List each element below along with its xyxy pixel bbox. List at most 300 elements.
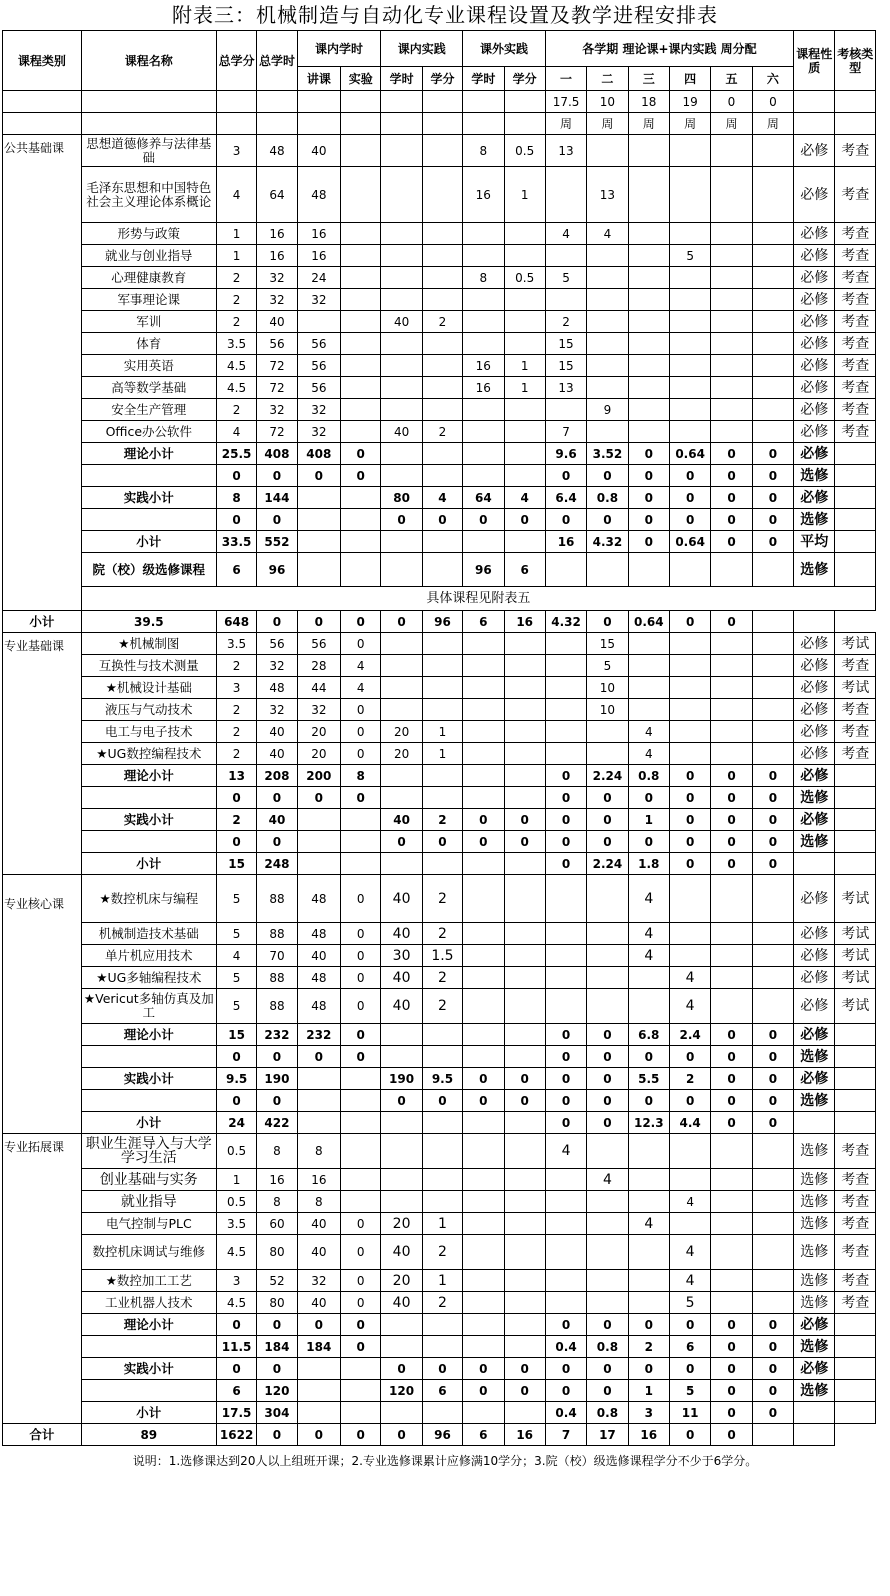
assessment-type: 考查 bbox=[835, 699, 876, 721]
course-nature: 选修 bbox=[794, 1134, 835, 1169]
practice-credits bbox=[422, 655, 462, 677]
practice-credits: 6 bbox=[422, 1380, 462, 1402]
sem-1: 0 bbox=[545, 809, 586, 831]
course-nature: 必修 bbox=[794, 809, 835, 831]
lab-hours: 0 bbox=[341, 465, 381, 487]
sem-5 bbox=[711, 967, 752, 989]
lab-hours: 0 bbox=[341, 967, 381, 989]
lecture-hours: 16 bbox=[297, 1169, 340, 1191]
header-practice-credits: 学分 bbox=[422, 67, 462, 91]
extra-credits: 4 bbox=[504, 487, 545, 509]
sem-2 bbox=[587, 1134, 628, 1169]
sem-3 bbox=[628, 355, 669, 377]
sem-4: 0 bbox=[669, 1314, 710, 1336]
header-extra-hours: 学时 bbox=[463, 67, 504, 91]
sem-2 bbox=[587, 1270, 628, 1292]
sem-2: 4 bbox=[587, 1169, 628, 1191]
sem-3: 2 bbox=[628, 1336, 669, 1358]
lecture-hours: 0 bbox=[297, 465, 340, 487]
lecture-hours bbox=[297, 1402, 340, 1424]
sem-2: 7 bbox=[545, 1424, 586, 1446]
sem-3 bbox=[628, 377, 669, 399]
extra-hours bbox=[463, 1402, 504, 1424]
course-name: 体育 bbox=[81, 333, 216, 355]
extra-credits bbox=[504, 967, 545, 989]
course-nature: 必修 bbox=[794, 377, 835, 399]
course-name bbox=[81, 509, 216, 531]
practice-hours: 20 bbox=[381, 721, 422, 743]
sem-6 bbox=[752, 245, 793, 267]
course-name: 就业指导 bbox=[81, 1191, 216, 1213]
extra-hours: 96 bbox=[422, 1424, 462, 1446]
sem-5 bbox=[711, 1235, 752, 1270]
total-hours: 32 bbox=[257, 699, 297, 721]
course-nature: 选修 bbox=[794, 1270, 835, 1292]
practice-hours bbox=[381, 853, 422, 875]
course-nature: 必修 bbox=[794, 311, 835, 333]
sem-3: 4 bbox=[628, 945, 669, 967]
practice-credits: 0 bbox=[422, 1358, 462, 1380]
sem-6: 0 bbox=[752, 831, 793, 853]
lab-hours bbox=[341, 553, 381, 587]
assessment-type bbox=[835, 465, 876, 487]
total-credits: 5 bbox=[216, 875, 256, 923]
table-row bbox=[3, 831, 876, 853]
total-hours: 88 bbox=[257, 967, 297, 989]
total-credits: 24 bbox=[216, 1112, 256, 1134]
practice-hours bbox=[381, 223, 422, 245]
sem-3: 0 bbox=[628, 1358, 669, 1380]
extra-credits bbox=[504, 945, 545, 967]
sem-6 bbox=[752, 167, 793, 223]
sem-2: 0 bbox=[587, 809, 628, 831]
table-row bbox=[3, 1191, 876, 1213]
practice-credits bbox=[422, 167, 462, 223]
course-nature: 必修 bbox=[794, 875, 835, 923]
sem-1 bbox=[545, 1292, 586, 1314]
total-credits: 0.5 bbox=[216, 1134, 256, 1169]
sem-2 bbox=[587, 311, 628, 333]
total-credits: 2 bbox=[216, 267, 256, 289]
sem-2: 0 bbox=[587, 465, 628, 487]
extra-credits bbox=[504, 333, 545, 355]
lecture-hours: 0 bbox=[257, 1424, 297, 1446]
sem-4: 0 bbox=[669, 831, 710, 853]
sem-4 bbox=[669, 677, 710, 699]
total-credits: 15 bbox=[216, 1024, 256, 1046]
course-category: 公共基础课 bbox=[3, 135, 82, 611]
course-nature: 选修 bbox=[794, 1169, 835, 1191]
sem-6 bbox=[752, 1191, 793, 1213]
course-name: 理论小计 bbox=[81, 765, 216, 787]
total-hours: 72 bbox=[257, 421, 297, 443]
sem-6 bbox=[752, 377, 793, 399]
practice-hours: 0 bbox=[341, 1424, 381, 1446]
assessment-type bbox=[835, 765, 876, 787]
lab-hours: 0 bbox=[341, 1024, 381, 1046]
extra-hours bbox=[463, 945, 504, 967]
total-hours: 32 bbox=[257, 399, 297, 421]
extra-credits bbox=[504, 1402, 545, 1424]
sem-2 bbox=[587, 989, 628, 1024]
week-unit: 周 bbox=[545, 113, 586, 135]
extra-credits bbox=[504, 787, 545, 809]
lecture-hours bbox=[297, 311, 340, 333]
total-hours: 232 bbox=[257, 1024, 297, 1046]
sem-4: 0.64 bbox=[669, 443, 710, 465]
extra-hours bbox=[463, 1191, 504, 1213]
course-name: 小计 bbox=[81, 853, 216, 875]
sem-4: 5 bbox=[669, 1292, 710, 1314]
sem-1 bbox=[545, 633, 586, 655]
assessment-type: 考试 bbox=[835, 945, 876, 967]
practice-credits bbox=[422, 245, 462, 267]
lecture-hours: 48 bbox=[297, 967, 340, 989]
total-credits: 25.5 bbox=[216, 443, 256, 465]
course-name: 小计 bbox=[3, 611, 82, 633]
footnote: 说明：1.选修课达到20人以上组班开课；2.专业选修课累计应修满10学分；3.院（校）级选修课程学分不少于6学分。 bbox=[132, 1454, 758, 1468]
lab-hours bbox=[341, 1112, 381, 1134]
sem-6: 0 bbox=[752, 809, 793, 831]
sem-2 bbox=[587, 967, 628, 989]
total-credits: 5 bbox=[216, 923, 256, 945]
table-row bbox=[3, 245, 876, 267]
total-hours: 88 bbox=[257, 989, 297, 1024]
total-hours: 0 bbox=[257, 1046, 297, 1068]
assessment-type: 考查 bbox=[835, 743, 876, 765]
course-name: 机械制造技术基础 bbox=[81, 923, 216, 945]
practice-hours bbox=[381, 699, 422, 721]
lecture-hours: 44 bbox=[297, 677, 340, 699]
sem-2: 13 bbox=[587, 167, 628, 223]
sem-6 bbox=[752, 1169, 793, 1191]
sem-1 bbox=[545, 399, 586, 421]
practice-hours bbox=[381, 289, 422, 311]
total-hours: 60 bbox=[257, 1213, 297, 1235]
table-row bbox=[3, 677, 876, 699]
practice-credits: 0 bbox=[422, 1090, 462, 1112]
sem-1: 0 bbox=[545, 1024, 586, 1046]
extra-credits bbox=[504, 1046, 545, 1068]
sem-1 bbox=[545, 743, 586, 765]
sem-1: 16 bbox=[504, 1424, 545, 1446]
extra-hours bbox=[463, 289, 504, 311]
sem-4: 4 bbox=[669, 967, 710, 989]
sem-2: 0 bbox=[587, 831, 628, 853]
sem-6 bbox=[752, 1270, 793, 1292]
table-row bbox=[3, 1112, 876, 1134]
sem-4: 4 bbox=[669, 989, 710, 1024]
sem-4: 0 bbox=[669, 1090, 710, 1112]
total-hours: 72 bbox=[257, 355, 297, 377]
practice-hours bbox=[381, 1112, 422, 1134]
total-credits: 3 bbox=[216, 135, 256, 167]
practice-hours: 40 bbox=[381, 809, 422, 831]
total-hours: 88 bbox=[257, 923, 297, 945]
sem-4 bbox=[669, 721, 710, 743]
practice-credits: 0 bbox=[381, 611, 422, 633]
assessment-type bbox=[835, 443, 876, 465]
assessment-type: 考试 bbox=[835, 677, 876, 699]
course-nature bbox=[752, 611, 793, 633]
sem-3: 0 bbox=[628, 831, 669, 853]
extra-credits bbox=[504, 1213, 545, 1235]
sem-5: 0 bbox=[711, 509, 752, 531]
sem-2: 0.8 bbox=[587, 1336, 628, 1358]
sem-1: 0 bbox=[545, 509, 586, 531]
sem-6 bbox=[752, 923, 793, 945]
assessment-type: 考查 bbox=[835, 289, 876, 311]
assessment-type bbox=[835, 509, 876, 531]
total-hours: 16 bbox=[257, 223, 297, 245]
course-name: 小计 bbox=[81, 1402, 216, 1424]
sem-3 bbox=[628, 553, 669, 587]
sem-6 bbox=[752, 1134, 793, 1169]
table-row bbox=[3, 1402, 876, 1424]
sem-1 bbox=[545, 1213, 586, 1235]
course-name bbox=[81, 1090, 216, 1112]
sem-3 bbox=[628, 677, 669, 699]
course-name: 单片机应用技术 bbox=[81, 945, 216, 967]
sem-6 bbox=[752, 875, 793, 923]
course-nature: 选修 bbox=[794, 1090, 835, 1112]
lecture-hours bbox=[297, 487, 340, 509]
lab-hours: 0 bbox=[341, 989, 381, 1024]
lab-hours bbox=[341, 1358, 381, 1380]
practice-credits: 9.5 bbox=[422, 1068, 462, 1090]
sem-2: 0.8 bbox=[587, 1402, 628, 1424]
total-credits: 0 bbox=[216, 1358, 256, 1380]
extra-hours bbox=[463, 443, 504, 465]
practice-hours: 0 bbox=[381, 1358, 422, 1380]
sem-4: 0 bbox=[669, 809, 710, 831]
total-credits: 3 bbox=[216, 1270, 256, 1292]
total-hours: 648 bbox=[216, 611, 256, 633]
course-name: ★UG数控编程技术 bbox=[81, 743, 216, 765]
lecture-hours bbox=[297, 531, 340, 553]
sem-6 bbox=[752, 399, 793, 421]
table-row bbox=[3, 787, 876, 809]
header-category: 课程类别 bbox=[3, 31, 82, 91]
table-row bbox=[3, 1090, 876, 1112]
table-row bbox=[3, 633, 876, 655]
course-nature: 必修 bbox=[794, 443, 835, 465]
week-unit: 周 bbox=[752, 113, 793, 135]
assessment-type: 考查 bbox=[835, 721, 876, 743]
sem-1: 4 bbox=[545, 223, 586, 245]
sem-6: 0 bbox=[752, 765, 793, 787]
lecture-hours: 56 bbox=[297, 633, 340, 655]
table-row bbox=[3, 699, 876, 721]
sem-2: 0 bbox=[587, 1046, 628, 1068]
table-row bbox=[3, 1336, 876, 1358]
extra-hours: 16 bbox=[463, 377, 504, 399]
sem-3 bbox=[628, 245, 669, 267]
practice-hours: 20 bbox=[381, 1270, 422, 1292]
sem-2: 4.32 bbox=[587, 531, 628, 553]
extra-hours bbox=[463, 967, 504, 989]
lab-hours: 0 bbox=[341, 443, 381, 465]
sem-6: 0 bbox=[752, 465, 793, 487]
header-extra-practice: 课外实践 bbox=[463, 31, 546, 67]
sem-1: 0.4 bbox=[545, 1336, 586, 1358]
practice-credits bbox=[422, 1336, 462, 1358]
sem-5: 0 bbox=[711, 1402, 752, 1424]
sem-2: 5 bbox=[587, 655, 628, 677]
sem-5: 0 bbox=[711, 1046, 752, 1068]
lecture-hours: 32 bbox=[297, 399, 340, 421]
sem-4 bbox=[669, 743, 710, 765]
sem-5 bbox=[711, 875, 752, 923]
practice-hours: 0 bbox=[341, 611, 381, 633]
sem-5 bbox=[711, 677, 752, 699]
sem-1: 7 bbox=[545, 421, 586, 443]
assessment-type bbox=[835, 531, 876, 553]
extra-credits bbox=[504, 223, 545, 245]
practice-credits: 4 bbox=[422, 487, 462, 509]
practice-credits: 1 bbox=[422, 743, 462, 765]
course-nature: 选修 bbox=[794, 465, 835, 487]
sem-1: 0 bbox=[545, 1046, 586, 1068]
sem-5: 0 bbox=[711, 487, 752, 509]
table-row bbox=[3, 311, 876, 333]
sem-4 bbox=[669, 1134, 710, 1169]
sem-3: 4 bbox=[628, 923, 669, 945]
table-row bbox=[3, 611, 876, 633]
sem-1 bbox=[545, 1191, 586, 1213]
practice-hours bbox=[381, 333, 422, 355]
header-semester-3: 三 bbox=[628, 67, 669, 91]
extra-hours bbox=[463, 1292, 504, 1314]
sem-4 bbox=[669, 333, 710, 355]
sem-2 bbox=[587, 721, 628, 743]
lab-hours bbox=[341, 167, 381, 223]
lab-hours: 0 bbox=[341, 1235, 381, 1270]
extra-credits bbox=[504, 765, 545, 787]
sem-2 bbox=[587, 945, 628, 967]
course-name: 创业基础与实务 bbox=[81, 1169, 216, 1191]
total-hours: 32 bbox=[257, 289, 297, 311]
extra-credits bbox=[504, 1314, 545, 1336]
course-category: 专业基础课 bbox=[3, 633, 82, 875]
extra-hours bbox=[463, 223, 504, 245]
table-row bbox=[3, 135, 876, 167]
total-hours: 0 bbox=[257, 1358, 297, 1380]
sem-3: 4 bbox=[628, 721, 669, 743]
practice-hours: 190 bbox=[381, 1068, 422, 1090]
total-hours: 0 bbox=[257, 787, 297, 809]
course-name: 工业机器人技术 bbox=[81, 1292, 216, 1314]
lecture-hours: 40 bbox=[297, 1235, 340, 1270]
assessment-type: 考查 bbox=[835, 377, 876, 399]
practice-credits bbox=[422, 787, 462, 809]
extra-credits: 0.5 bbox=[504, 267, 545, 289]
extra-credits bbox=[504, 399, 545, 421]
course-nature: 必修 bbox=[794, 1068, 835, 1090]
sem-6 bbox=[752, 289, 793, 311]
total-hours: 190 bbox=[257, 1068, 297, 1090]
assessment-type bbox=[835, 1046, 876, 1068]
course-nature bbox=[794, 1402, 835, 1424]
practice-hours bbox=[381, 1336, 422, 1358]
assessment-type bbox=[835, 1380, 876, 1402]
sem-3 bbox=[628, 167, 669, 223]
sem-2 bbox=[587, 421, 628, 443]
sem-1: 4 bbox=[545, 1134, 586, 1169]
assessment-type bbox=[794, 1424, 835, 1446]
sem-6: 0 bbox=[711, 611, 752, 633]
header-semester-4: 四 bbox=[669, 67, 710, 91]
lab-hours bbox=[341, 1068, 381, 1090]
total-credits: 0 bbox=[216, 787, 256, 809]
total-credits: 4 bbox=[216, 945, 256, 967]
assessment-type: 考查 bbox=[835, 1191, 876, 1213]
sem-5: 0 bbox=[711, 853, 752, 875]
practice-credits bbox=[422, 677, 462, 699]
extra-hours bbox=[463, 765, 504, 787]
sem-4: 6 bbox=[669, 1336, 710, 1358]
lab-hours bbox=[341, 809, 381, 831]
sem-2 bbox=[587, 875, 628, 923]
practice-hours bbox=[381, 677, 422, 699]
sem-4: 0 bbox=[669, 765, 710, 787]
sem-3 bbox=[628, 1292, 669, 1314]
practice-hours bbox=[381, 1169, 422, 1191]
sem-5 bbox=[711, 989, 752, 1024]
sem-5 bbox=[711, 721, 752, 743]
sem-2: 0 bbox=[587, 1068, 628, 1090]
sem-3: 3 bbox=[628, 1402, 669, 1424]
course-name bbox=[81, 1336, 216, 1358]
extra-credits bbox=[504, 443, 545, 465]
sem-3: 0 bbox=[628, 443, 669, 465]
sem-1: 0 bbox=[545, 787, 586, 809]
sem-5 bbox=[711, 223, 752, 245]
assessment-type: 考查 bbox=[835, 1292, 876, 1314]
assessment-type: 考试 bbox=[835, 633, 876, 655]
extra-credits: 0.5 bbox=[504, 135, 545, 167]
lab-hours bbox=[341, 831, 381, 853]
extra-credits bbox=[504, 1134, 545, 1169]
sem-2 bbox=[587, 1235, 628, 1270]
sem-3 bbox=[628, 223, 669, 245]
practice-hours bbox=[381, 1024, 422, 1046]
practice-credits bbox=[422, 531, 462, 553]
extra-credits bbox=[504, 989, 545, 1024]
total-credits: 0 bbox=[216, 1314, 256, 1336]
total-hours: 32 bbox=[257, 655, 297, 677]
sem-6: 0 bbox=[752, 1046, 793, 1068]
total-credits: 33.5 bbox=[216, 531, 256, 553]
assessment-type: 考查 bbox=[835, 135, 876, 167]
sem-2: 9 bbox=[587, 399, 628, 421]
sem-3: 1.8 bbox=[628, 853, 669, 875]
sem-4 bbox=[669, 377, 710, 399]
sem-5 bbox=[711, 743, 752, 765]
assessment-type bbox=[835, 853, 876, 875]
week-unit: 周 bbox=[628, 113, 669, 135]
total-hours: 248 bbox=[257, 853, 297, 875]
practice-credits bbox=[422, 443, 462, 465]
course-nature: 必修 bbox=[794, 333, 835, 355]
extra-hours: 96 bbox=[422, 611, 462, 633]
table-row bbox=[3, 743, 876, 765]
course-name: 就业与创业指导 bbox=[81, 245, 216, 267]
total-hours: 64 bbox=[257, 167, 297, 223]
sem-2: 0 bbox=[587, 787, 628, 809]
sem-4: 0 bbox=[669, 1046, 710, 1068]
course-nature: 必修 bbox=[794, 677, 835, 699]
